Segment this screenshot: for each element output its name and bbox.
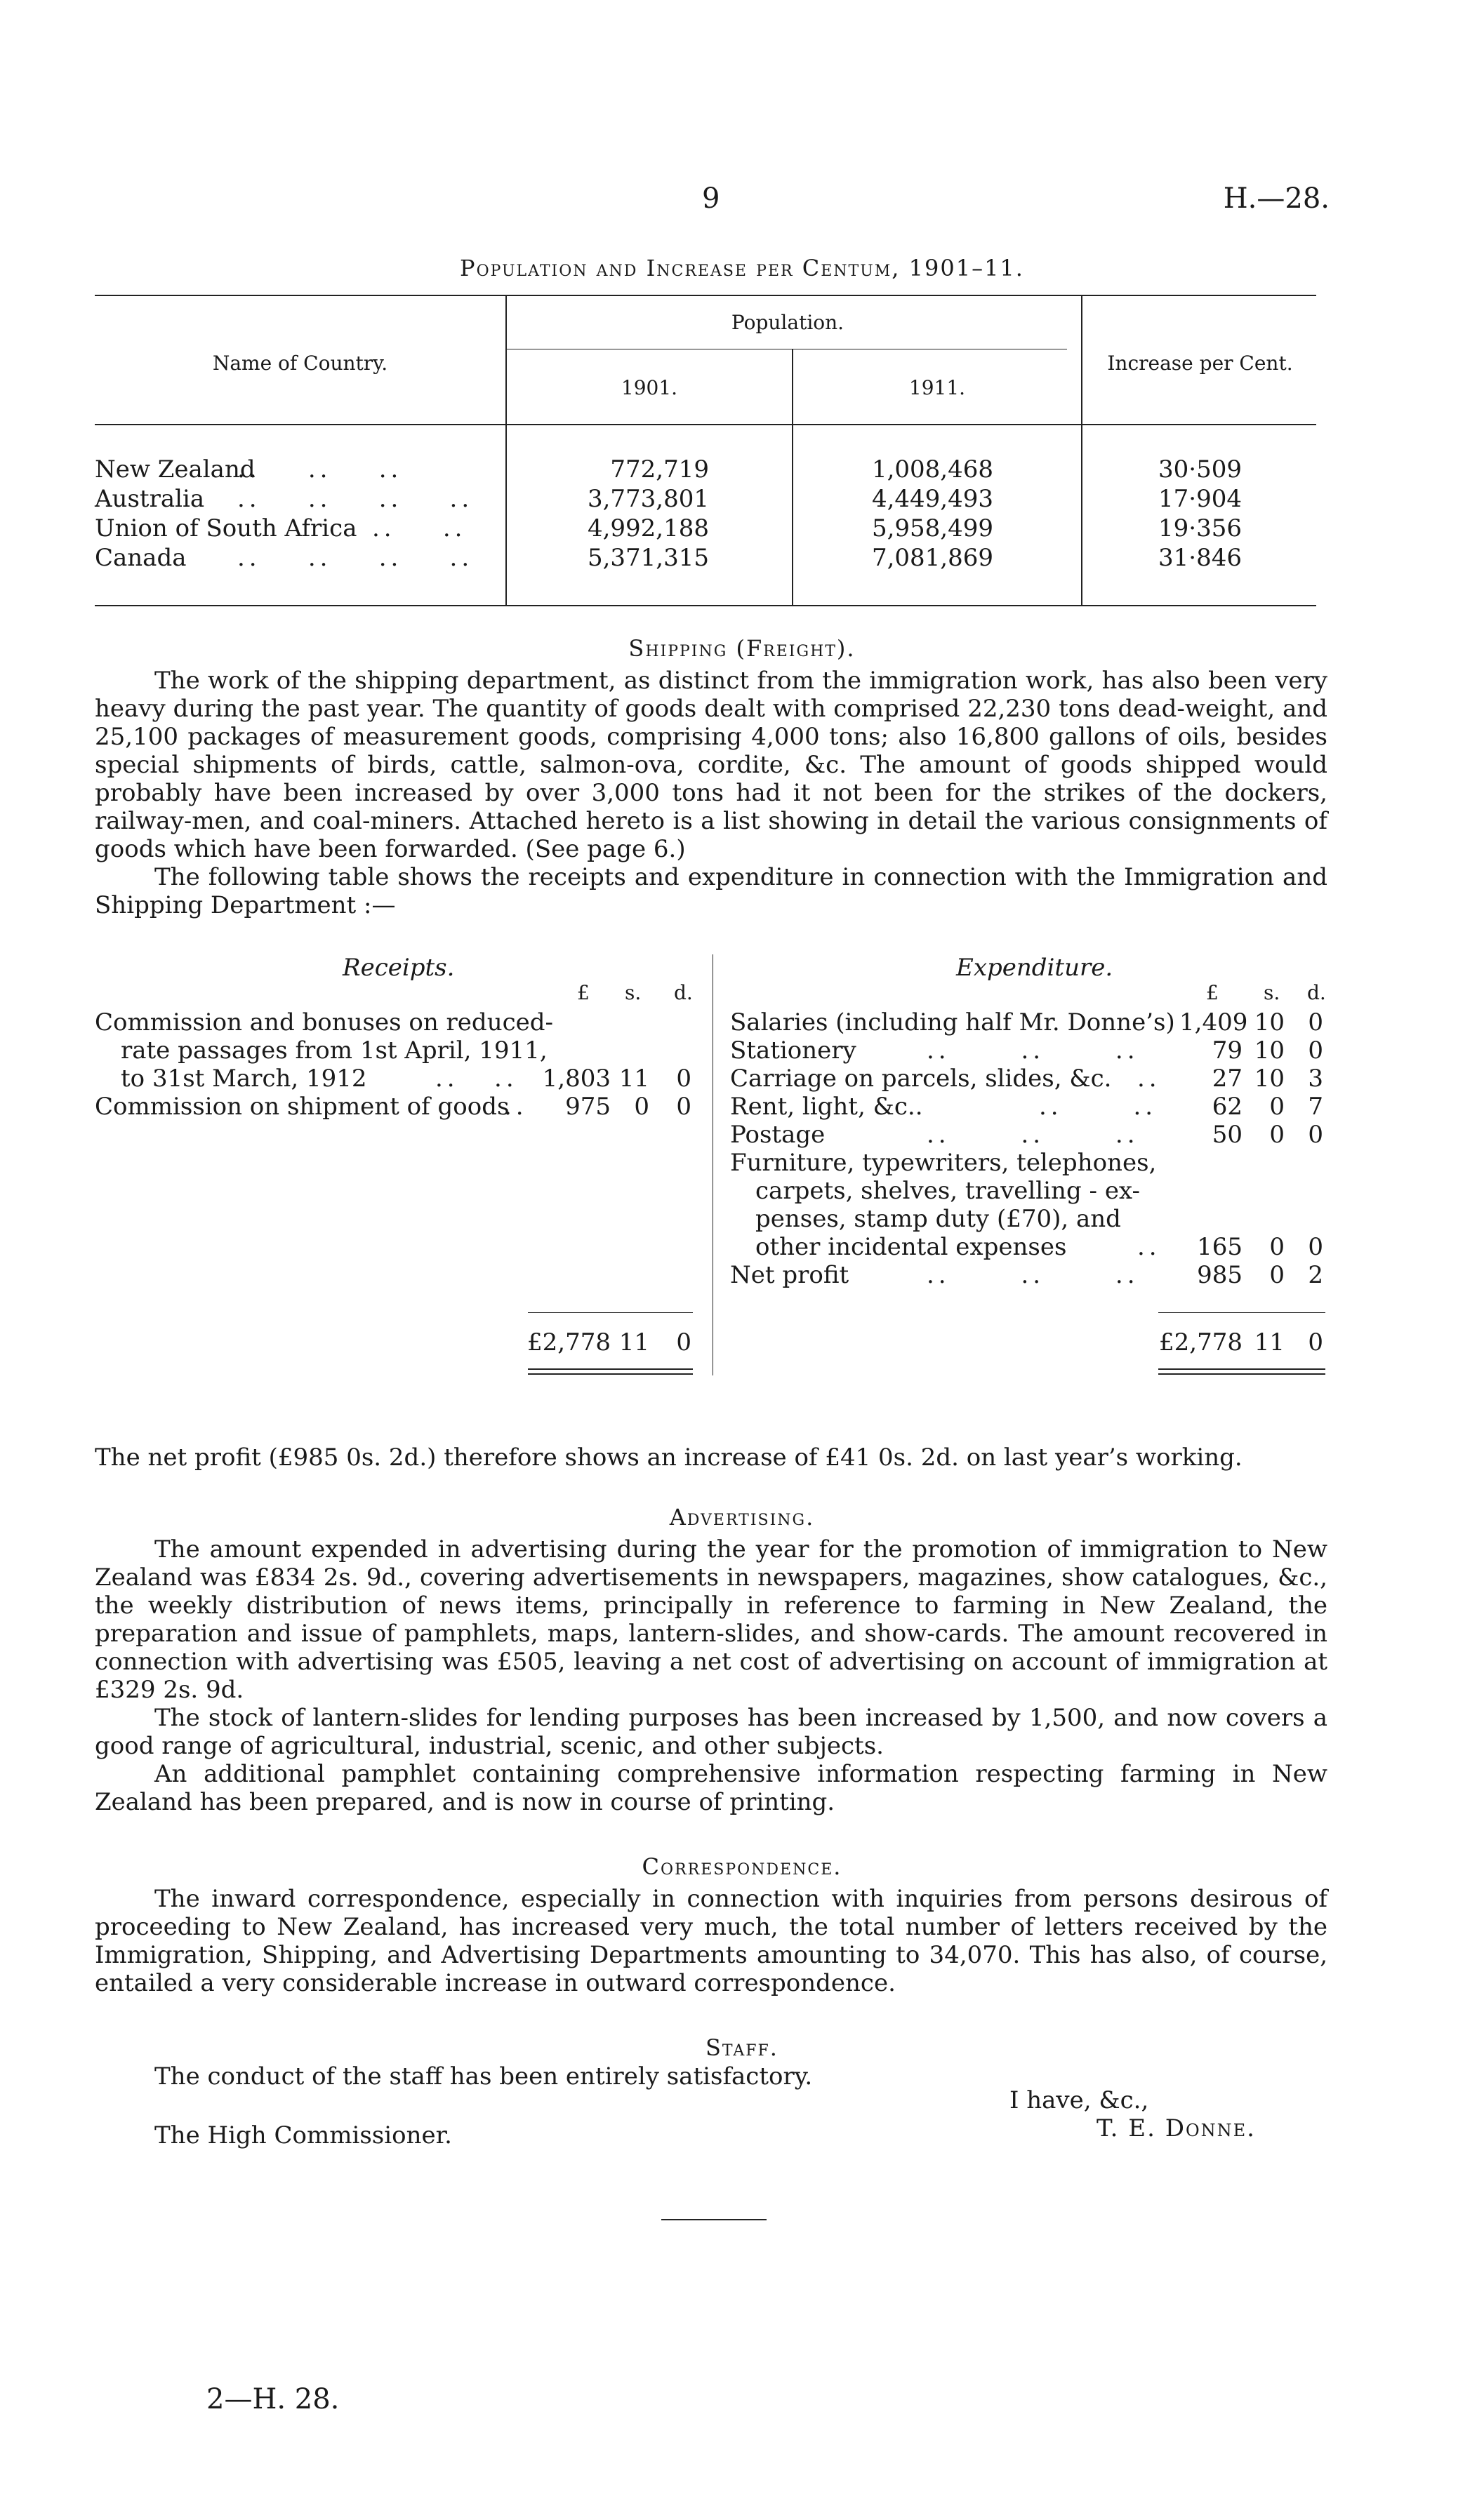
- expenditure-shillings: 10: [1254, 1008, 1285, 1036]
- population-1911: 5,958,499: [871, 514, 993, 542]
- country-name: Canada: [95, 544, 187, 572]
- expenditure-heading: Expenditure.: [956, 954, 1113, 982]
- receipt-pounds: 975: [565, 1093, 611, 1121]
- receipts-total-rule: [528, 1312, 693, 1313]
- expenditure-pence: 0: [1308, 1121, 1323, 1149]
- receipt-pounds: 1,803: [542, 1065, 611, 1093]
- net-profit-note: The net profit (£985 0s. 2d.) therefore shows an increase of £41 0s. 2d. on last year’s working.: [95, 1444, 1243, 1472]
- expenditure-item-label: carpets, shelves, travelling - ex-: [755, 1177, 1141, 1205]
- leader-dots: .. .. ..: [927, 1121, 1139, 1149]
- expenditure-total-shillings: 11: [1254, 1328, 1285, 1356]
- closing-rule: [661, 2219, 767, 2220]
- expenditure-pence: 7: [1308, 1093, 1323, 1121]
- expenditure-double-rule-1: [1158, 1368, 1325, 1370]
- leader-dots: ..: [1137, 1233, 1161, 1261]
- expenditure-total-pence: 0: [1308, 1328, 1323, 1356]
- expenditure-pounds: 79: [1212, 1036, 1243, 1065]
- leader-dots: .. ..: [1039, 1093, 1158, 1121]
- expenditure-pence: 0: [1308, 1008, 1323, 1036]
- leader-dots: .. ..: [435, 1065, 518, 1093]
- table-rule-top: [95, 295, 1316, 296]
- leader-dots: .. .. ..: [237, 455, 403, 484]
- advertising-paragraph-2: The stock of lantern-slides for lending purposes has been increased by 1,500, and now covers a good range of agricultural, industrial, scenic, and other subjects.: [95, 1704, 1327, 1760]
- signature: T. E. Donne.: [1097, 2114, 1256, 2142]
- expenditure-shillings: 0: [1269, 1121, 1285, 1149]
- leader-dots: .. ..: [372, 514, 467, 542]
- shipping-paragraph-1: The work of the shipping department, as distinct from the immigration work, has also been very heavy during the past year. The quantity of goods dealt with comprised 22,230 tons dead-weight, and 25,100 packages of measurement goods, comprising 4,000 tons; also 16,800 gallons of oils, besides special shipments of birds, cattle, salmon-ova, cordite, &c. The amount of goods shipped would probably have been increased by over 3,000 tons had it not been for the strikes of the dockers, railway-men, and coal-miners. Attached hereto is a list showing in detail the various consignments of goods which have been forwarded. (See page 6.): [95, 667, 1327, 863]
- receipts-col-pence: d.: [674, 981, 693, 1004]
- staff-heading: Staff.: [705, 2034, 779, 2061]
- country-name: New Zealand: [95, 455, 256, 484]
- receipt-pence: 0: [676, 1065, 691, 1093]
- receipt-pence: 0: [676, 1093, 691, 1121]
- expenditure-shillings: 0: [1269, 1261, 1285, 1289]
- expenditure-pounds: 62: [1212, 1093, 1243, 1121]
- leader-dots: ..: [1137, 1065, 1161, 1093]
- expenditure-col-pounds: £: [1206, 981, 1219, 1004]
- col-header-country: Name of Country.: [212, 352, 388, 375]
- expenditure-pence: 0: [1308, 1233, 1323, 1261]
- staff-paragraph: The conduct of the staff has been entirely satisfactory.: [154, 2062, 813, 2091]
- addressee: The High Commissioner.: [154, 2121, 452, 2149]
- receipts-total-pence: 0: [676, 1328, 691, 1356]
- shipping-section: [95, 667, 1327, 919]
- advertising-heading: Advertising.: [669, 1504, 815, 1531]
- expenditure-pounds: 50: [1212, 1121, 1243, 1149]
- receipt-shillings: 11: [618, 1065, 649, 1093]
- document-reference: H.—28.: [1223, 182, 1330, 215]
- receipts-total-pounds: £2,778: [527, 1328, 611, 1356]
- expenditure-pounds: 1,409: [1179, 1008, 1248, 1036]
- leader-dots: .. .. .. ..: [237, 485, 474, 513]
- shipping-paragraph-2: The following table shows the receipts and expenditure in connection with the Immigration and Shipping Department :—: [95, 863, 1327, 919]
- shipping-heading: Shipping (Freight).: [628, 635, 856, 662]
- expenditure-item-label: other incidental expenses: [755, 1233, 1067, 1261]
- receipts-double-rule-2: [528, 1373, 693, 1375]
- expenditure-pence: 2: [1308, 1261, 1323, 1289]
- expenditure-double-rule-2: [1158, 1373, 1325, 1375]
- expenditure-item-label: Stationery: [730, 1036, 856, 1065]
- table-rule-bottom: [95, 605, 1316, 606]
- col-header-1911: 1911.: [908, 376, 966, 399]
- receipts-col-shillings: s.: [625, 981, 642, 1004]
- leader-dots: .. .. ..: [927, 1261, 1139, 1289]
- receipt-item-label: Commission and bonuses on reduced-: [95, 1008, 554, 1036]
- advertising-section: [95, 1535, 1327, 1816]
- correspondence-paragraph-1: The inward correspondence, especially in connection with inquiries from persons desirous of proceeding to New Zealand, has increased very much, the total number of letters received by the Immigration, Shipping, and Advertising Departments amounting to 34,070. This has also, of course, entailed a very considerable increase in outward correspondence.: [95, 1885, 1327, 1997]
- increase-percent: 31·846: [1158, 544, 1242, 572]
- expenditure-shillings: 10: [1254, 1065, 1285, 1093]
- col-header-population: Population.: [731, 311, 844, 334]
- population-1901: 3,773,801: [587, 485, 709, 513]
- increase-percent: 17·904: [1158, 485, 1242, 513]
- receipts-double-rule-1: [528, 1368, 693, 1370]
- expenditure-pounds: 165: [1197, 1233, 1243, 1261]
- leader-dots: ..: [504, 1093, 528, 1121]
- expenditure-pence: 3: [1308, 1065, 1323, 1093]
- leader-dots: .. .. ..: [927, 1036, 1139, 1065]
- receipt-item-label: to 31st March, 1912: [121, 1065, 367, 1093]
- country-name: Union of South Africa: [95, 514, 357, 542]
- expenditure-total-pounds: £2,778: [1159, 1328, 1243, 1356]
- correspondence-section: [95, 1885, 1327, 1997]
- expenditure-item-label: Furniture, typewriters, telephones,: [730, 1149, 1157, 1177]
- net-profit-label: Net profit: [730, 1261, 849, 1289]
- population-1911: 4,449,493: [871, 485, 993, 513]
- col-header-increase: Increase per Cent.: [1107, 352, 1293, 375]
- expenditure-pence: 0: [1308, 1036, 1323, 1065]
- expenditure-item-label: Rent, light, &c..: [730, 1093, 923, 1121]
- page-number: 9: [702, 182, 720, 215]
- receipts-col-pounds: £: [577, 981, 590, 1004]
- country-name: Australia: [95, 485, 205, 513]
- table-rule-header: [95, 424, 1316, 425]
- expenditure-shillings: 0: [1269, 1093, 1285, 1121]
- expenditure-item-label: Carriage on parcels, slides, &c.: [730, 1065, 1112, 1093]
- expenditure-item-label: Postage: [730, 1121, 826, 1149]
- expenditure-col-shillings: s.: [1264, 981, 1280, 1004]
- advertising-paragraph-1: The amount expended in advertising during the year for the promotion of immigration to New Zealand was £834 2s. 9d., covering advertisements in newspapers, magazines, show catalogues, &c., the weekly distribution of news items, principally in reference to farming in New Zealand, the preparation and issue of pamphlets, maps, lantern-slides, and show-cards. The amount recovered in connection with advertising was £505, leaving a net cost of advertising on account of immigration at £329 2s. 9d.: [95, 1535, 1327, 1704]
- increase-percent: 30·509: [1158, 455, 1242, 484]
- receipt-item-label: Commission on shipment of goods: [95, 1093, 510, 1121]
- population-1901: 772,719: [610, 455, 709, 484]
- expenditure-pounds: 27: [1212, 1065, 1243, 1093]
- population-1911: 7,081,869: [871, 544, 993, 572]
- correspondence-heading: Correspondence.: [642, 1853, 842, 1880]
- receipts-total-shillings: 11: [618, 1328, 649, 1356]
- receipt-item-label: rate passages from 1st April, 1911,: [121, 1036, 548, 1065]
- footer-signature-mark: 2—H. 28.: [206, 2383, 340, 2415]
- closing-salutation: I have, &c.,: [1009, 2086, 1149, 2114]
- leader-dots: .. .. .. ..: [237, 544, 474, 572]
- expenditure-total-rule: [1158, 1312, 1325, 1313]
- advertising-paragraph-3: An additional pamphlet containing comprehensive information respecting farming in New Zealand has been prepared, and is now in course of printing.: [95, 1760, 1327, 1816]
- expenditure-shillings: 0: [1269, 1233, 1285, 1261]
- expenditure-item-label: penses, stamp duty (£70), and: [755, 1205, 1121, 1233]
- receipt-shillings: 0: [634, 1093, 649, 1121]
- population-1901: 4,992,188: [587, 514, 709, 542]
- expenditure-shillings: 10: [1254, 1036, 1285, 1065]
- population-table-caption: Population and Increase per Centum, 1901–11.: [460, 255, 1024, 281]
- expenditure-col-pence: d.: [1307, 981, 1326, 1004]
- receipts-heading: Receipts.: [343, 954, 455, 982]
- increase-percent: 19·356: [1158, 514, 1242, 542]
- population-1901: 5,371,315: [587, 544, 709, 572]
- col-header-1901: 1901.: [621, 376, 678, 399]
- population-1911: 1,008,468: [871, 455, 993, 484]
- expenditure-pounds: 985: [1197, 1261, 1243, 1289]
- expenditure-item-label: Salaries (including half Mr. Donne’s): [730, 1008, 1175, 1036]
